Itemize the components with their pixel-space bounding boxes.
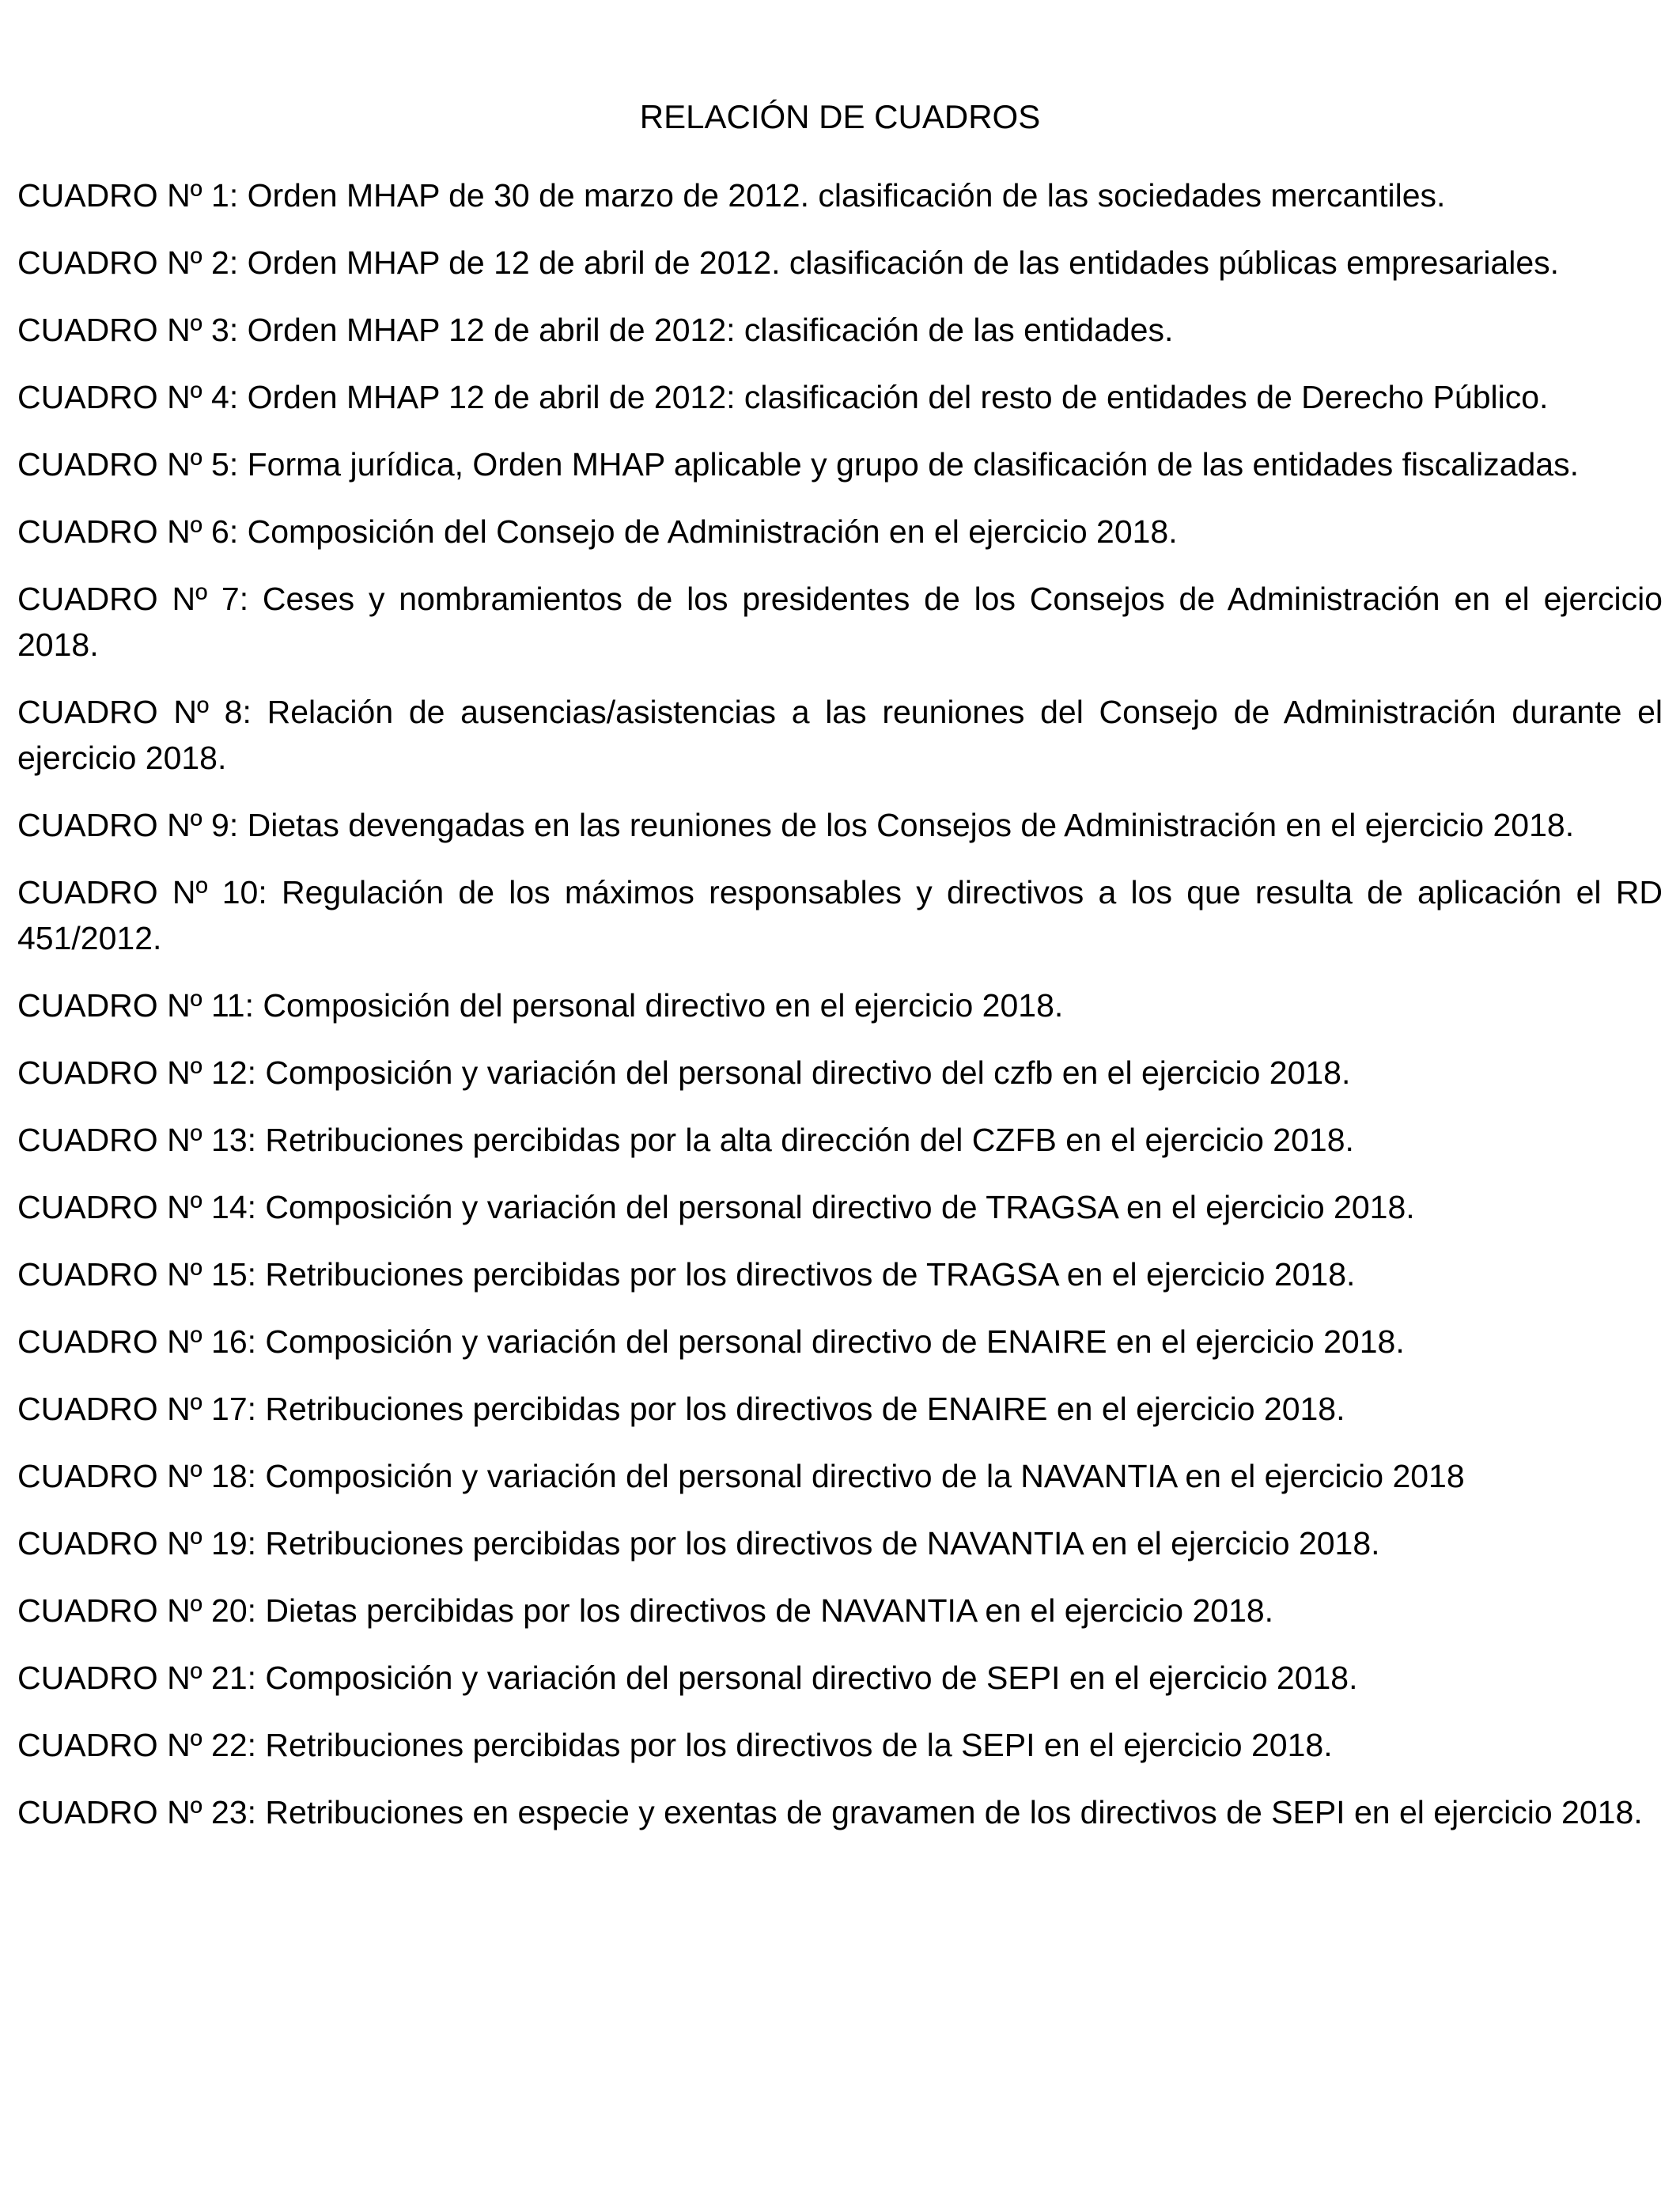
list-item: CUADRO Nº 15: Retribuciones percibidas por los directivos de TRAGSA en el ejercicio 2018. xyxy=(17,1256,1356,1293)
list-item: CUADRO Nº 3: Orden MHAP 12 de abril de 2012: clasificación de las entidades. xyxy=(17,312,1174,348)
list-item: CUADRO Nº 1: Orden MHAP de 30 de marzo de 2012. clasificación de las sociedades mercantiles. xyxy=(17,177,1446,214)
list-item: CUADRO Nº 10: Regulación de los máximos responsables y directivos a los que resulta de aplicación el RD 451/2012. xyxy=(17,874,1663,956)
list-item: CUADRO Nº 9: Dietas devengadas en las reuniones de los Consejos de Administración en el ejercicio 2018. xyxy=(17,807,1575,843)
cuadros-list xyxy=(17,172,1663,1857)
list-item: CUADRO Nº 11: Composición del personal directivo en el ejercicio 2018. xyxy=(17,987,1064,1024)
list-item: CUADRO Nº 13: Retribuciones percibidas por la alta dirección del CZFB en el ejercicio 2018. xyxy=(17,1122,1354,1158)
list-item: CUADRO Nº 17: Retribuciones percibidas por los directivos de ENAIRE en el ejercicio 2018. xyxy=(17,1391,1345,1427)
list-item: CUADRO Nº 14: Composición y variación del personal directivo de TRAGSA en el ejercicio 2018. xyxy=(17,1189,1415,1225)
list-item: CUADRO Nº 12: Composición y variación del personal directivo del czfb en el ejercicio 2018. xyxy=(17,1054,1351,1091)
list-item: CUADRO Nº 19: Retribuciones percibidas por los directivos de NAVANTIA en el ejercicio 2018. xyxy=(17,1525,1380,1562)
page-title: RELACIÓN DE CUADROS xyxy=(639,98,1041,135)
list-item: CUADRO Nº 22: Retribuciones percibidas por los directivos de la SEPI en el ejercicio 2018. xyxy=(17,1727,1333,1763)
list-item: CUADRO Nº 21: Composición y variación del personal directivo de SEPI en el ejercicio 2018. xyxy=(17,1660,1358,1696)
list-item: CUADRO Nº 8: Relación de ausencias/asistencias a las reuniones del Consejo de Administración durante el ejercicio 2018. xyxy=(17,694,1663,776)
list-item: CUADRO Nº 7: Ceses y nombramientos de los presidentes de los Consejos de Administración en el ejercicio 2018. xyxy=(17,581,1663,663)
list-item: CUADRO Nº 5: Forma jurídica, Orden MHAP aplicable y grupo de clasificación de las entidades fiscalizadas. xyxy=(17,446,1579,483)
list-item: CUADRO Nº 20: Dietas percibidas por los directivos de NAVANTIA en el ejercicio 2018. xyxy=(17,1592,1274,1629)
list-item: CUADRO Nº 4: Orden MHAP 12 de abril de 2012: clasificación del resto de entidades de Derecho Público. xyxy=(17,379,1549,415)
list-item: CUADRO Nº 2: Orden MHAP de 12 de abril de 2012. clasificación de las entidades públicas empresariales. xyxy=(17,244,1560,281)
list-item: CUADRO Nº 18: Composición y variación del personal directivo de la NAVANTIA en el ejercicio 2018 xyxy=(17,1458,1465,1494)
list-item: CUADRO Nº 23: Retribuciones en especie y exentas de gravamen de los directivos de SEPI en el ejercicio 2018. xyxy=(17,1794,1643,1830)
list-item: CUADRO Nº 6: Composición del Consejo de Administración en el ejercicio 2018. xyxy=(17,513,1178,550)
list-item: CUADRO Nº 16: Composición y variación del personal directivo de ENAIRE en el ejercicio 2018. xyxy=(17,1323,1405,1360)
